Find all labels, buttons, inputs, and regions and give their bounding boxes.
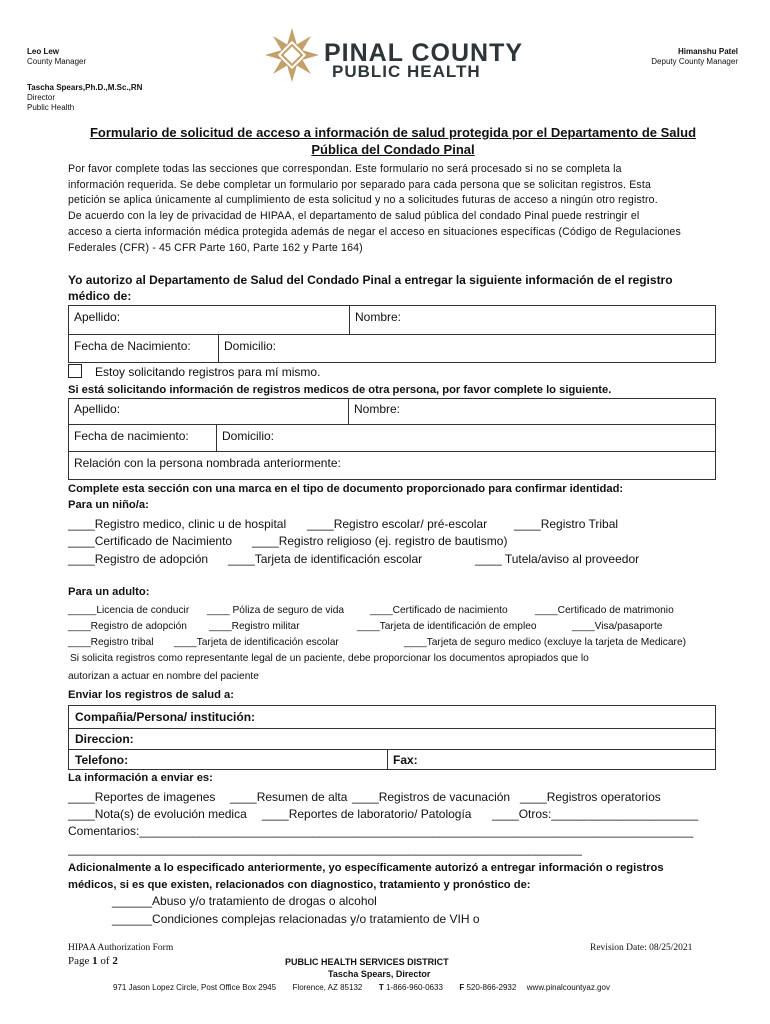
child-option[interactable]: ____ Tutela/aviso al proveedor [475,552,640,566]
page-prefix: Page [68,955,93,967]
sun-emblem-icon [262,25,322,85]
child-option[interactable]: ____Registro escolar/ pré-escolar [307,517,488,531]
deputy-manager-name: Himanshu Patel [677,47,738,56]
adult-option[interactable]: ____Registro militar [209,621,300,632]
footer-website-link[interactable]: www.pinalcountyaz.gov [526,983,610,992]
adult-option[interactable]: ____ Póliza de seguro de vida [207,605,345,616]
additional-line1: Adicionalmente a lo especificado anteriormente, yo específicamente autorizó a entregar información o registros [68,862,664,874]
patient-apellido-field[interactable]: Apellido: [74,310,121,324]
footer-form-name: HIPAA Authorization Form [68,943,174,953]
comments-field[interactable]: Comentarios:___________________________________________________________________________________ [68,824,694,838]
intro-line: Federales (CFR) - 45 CFR Parte 160, Parte 162 y Parte 164) [68,241,363,254]
send-to-table [68,705,716,770]
intro-line: acceso a cierta información médica protegida además de negar el acceso en situaciones específicas (Código de Regulaciones [68,225,681,238]
footer-district: PUBLIC HEALTH SERVICES DISTRICT [285,957,449,967]
intro-line: información requerida. Se debe completar un formulario por separado para cada persona que se solicitan registros. Esta [68,178,652,191]
intro-line: Por favor complete todas las secciones que correspondan. Este formulario no será procesado si no se completa la [68,163,622,175]
other-apellido-field[interactable]: Apellido: [74,402,121,416]
identity-heading: Complete esta sección con una marca en el tipo de documento proporcionado para confirmar identidad: [68,483,624,495]
send-company-field[interactable]: Compañia/Persona/ institución: [75,710,256,724]
patient-address-field[interactable]: Domicilio: [224,339,277,353]
adult-option[interactable]: ____Certificado de matrimonio [535,605,674,616]
send-address-field[interactable]: Direccion: [75,732,134,746]
info-option[interactable]: ____Registros de vacunación [352,790,511,804]
child-option[interactable]: ____Registro Tribal [514,517,619,531]
logo-line2: PUBLIC HEALTH [332,62,481,81]
adult-option[interactable]: ____Visa/pasaporte [572,621,663,632]
other-relationship-field[interactable]: Relación con la persona nombrada anteriormente: [74,456,341,470]
send-heading: Enviar los registros de salud a: [68,689,235,701]
director-name: Tascha Spears,Ph.D.,M.Sc.,RN [27,83,143,92]
director-title: Director [27,93,56,102]
info-option[interactable]: ____Reportes de laboratorio/ Patología [262,807,472,821]
form-title [68,124,718,158]
county-manager-name: Leo Lew [27,47,60,56]
logo-line1: PINAL COUNTY [324,39,524,67]
child-option[interactable]: ____Certificado de Nacimiento [68,534,233,548]
authorize-line2: médico de: [68,289,132,303]
intro-line: De acuerdo con la ley de privacidad de HIPAA, el departamento de salud pública del condado Pinal puede restringir el [68,210,640,223]
send-fax-field[interactable]: Fax: [393,753,418,767]
adult-option[interactable]: ____Tarjeta de identificación escolar [174,637,339,648]
adult-option[interactable]: ____Tarjeta de identificación de empleo [357,621,537,632]
child-option[interactable]: ____Registro religioso (ej. registro de bautismo) [252,534,508,548]
representative-note-line1: Si solicita registros como representante legal de un paciente, debe proporcionar los documentos apropiados que lo [70,653,589,664]
intro-paragraph [68,162,718,256]
info-option[interactable]: ____Nota(s) de evolución medica [68,807,247,821]
additional-option[interactable]: ______Abuso y/o tratamiento de drogas o alcohol [112,894,377,908]
additional-line2: médicos, si es que existen, relacionados con diagnostico, tratamiento y pronóstico de: [68,879,531,891]
other-person-table [68,398,716,480]
footer-page-number [68,955,118,967]
footer-director: Tascha Spears, Director [328,969,431,979]
deputy-manager-title: Deputy County Manager [651,57,738,66]
intro-line: petición se aplica únicamente al cumplimiento de esta solicitud y no a solicitudes futuras de acceso a ningún otro registro. [68,194,658,207]
footer-city: Florence, AZ 85132 [292,983,363,992]
header-right [651,47,738,67]
child-option[interactable]: ____Tarjeta de identificación escolar [228,552,423,566]
representative-note-line2: autorizan a actuar en nombre del paciente [68,671,259,682]
patient-info-table [68,305,716,363]
other-nombre-field[interactable]: Nombre: [354,402,401,416]
other-address-field[interactable]: Domicilio: [222,429,275,443]
footer-revision-date: Revision Date: 08/25/2021 [590,943,693,953]
additional-heading [68,860,718,894]
other-person-heading: Si está solicitando información de registros medicos de otra persona, por favor complete lo siguiente. [68,384,612,396]
self-request-label: Estoy solicitando registros para mí mismo. [95,365,321,379]
footer-fax: 520-866-2932 [466,983,517,992]
adult-heading: Para un adulto: [68,586,150,598]
county-manager-title: County Manager [27,57,87,66]
adult-option[interactable]: ____Registro de adopción [68,621,187,632]
adult-option[interactable]: ____Tarjeta de seguro medico (excluye la tarjeta de Medicare) [404,637,687,648]
director-dept: Public Health [27,103,75,112]
header-left [27,47,86,67]
form-title-line1: Formulario de solicitud de acceso a información de salud protegida por el Departamento de Salud [89,125,697,140]
adult-option[interactable]: ____Registro tribal [68,637,154,648]
footer-contact-line [113,983,610,992]
info-option[interactable]: ____Registros operatorios [520,790,661,804]
info-option[interactable]: ____Resumen de alta [230,790,348,804]
footer-phone-prefix: T [378,983,384,992]
footer-address: 971 Jason Lopez Circle, Post Office Box 2945 [113,983,277,992]
other-birthdate-field[interactable]: Fecha de nacimiento: [74,429,189,443]
patient-birthdate-field[interactable]: Fecha de Nacimiento: [74,339,191,353]
page-current: 1 [92,955,98,967]
child-heading: Para un niño/a: [68,499,149,511]
footer-phone: 1-866-960-0633 [385,983,443,992]
adult-option[interactable]: _____Licencia de conducir [68,605,190,616]
info-other-field[interactable]: ____Otros:______________________ [492,807,699,821]
comments-field-line2[interactable]: _____________________________________________________________________________ [68,842,582,856]
patient-nombre-field[interactable]: Nombre: [355,310,402,324]
adult-option[interactable]: ____Certificado de nacimiento [370,605,508,616]
send-phone-field[interactable]: Telefono: [75,753,129,767]
page-of: of [97,955,113,967]
footer-fax-prefix: F [459,983,465,992]
authorize-line1: Yo autorizo al Departamento de Salud del Condado Pinal a entregar la siguiente información de el registro [68,273,673,287]
self-request-checkbox[interactable] [68,364,82,378]
child-option[interactable]: ____Registro de adopción [68,552,209,566]
page-total: 2 [112,955,118,967]
child-option[interactable]: ____Registro medico, clinic u de hospital [68,517,287,531]
additional-option[interactable]: ______Condiciones complejas relacionadas y/o tratamiento de VIH o [112,912,480,926]
info-heading: La información a enviar es: [68,772,213,784]
info-option[interactable]: ____Reportes de imagenes [68,790,216,804]
form-title-line2: Pública del Condado Pinal [311,142,475,157]
authorize-heading [68,272,718,304]
pinal-county-logo [262,25,524,85]
header-director [27,83,142,113]
